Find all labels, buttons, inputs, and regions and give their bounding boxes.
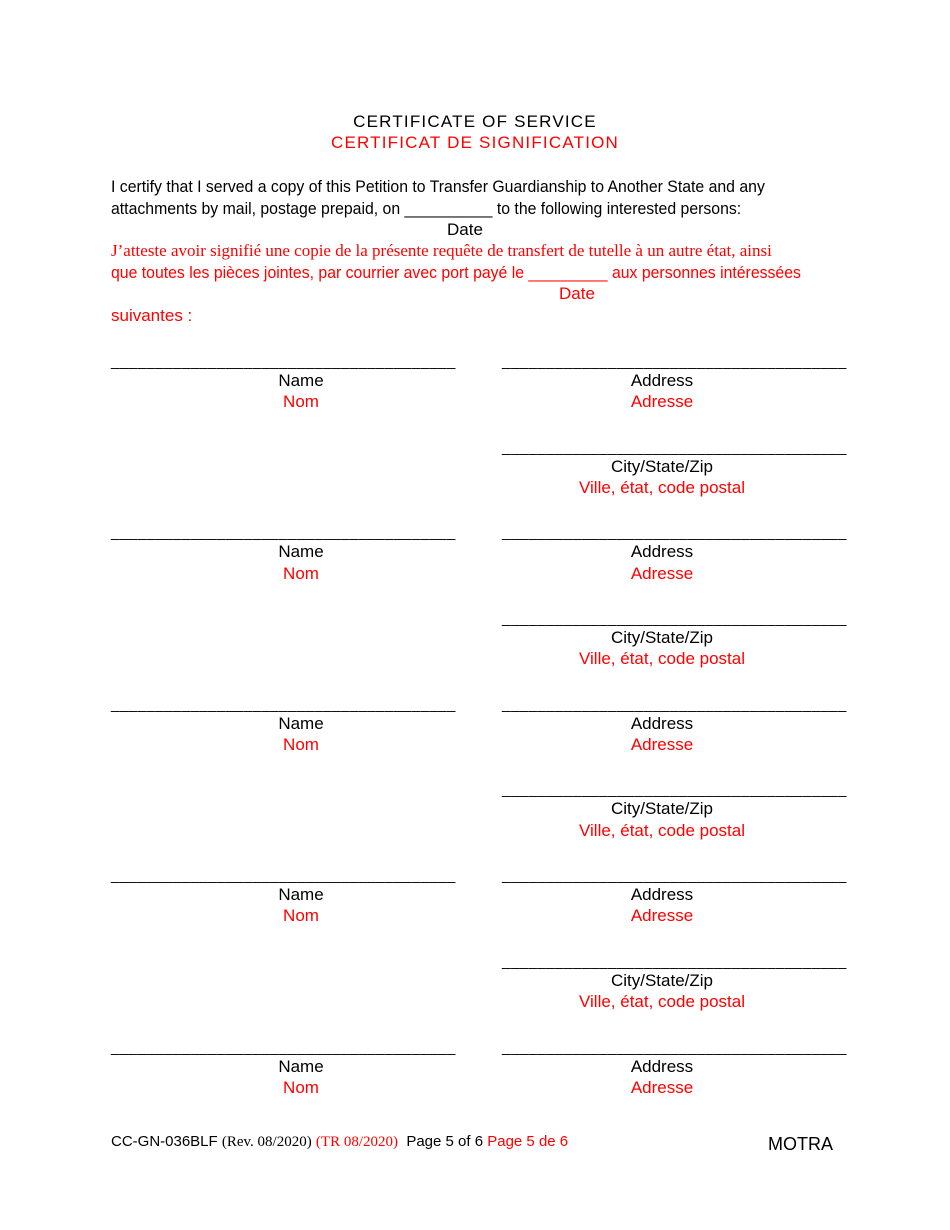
form-id: CC-GN-036BLF [111, 1133, 218, 1150]
name-label-french: Nom [283, 392, 319, 411]
title-english: CERTIFICATE OF SERVICE [353, 112, 597, 131]
city-label-french: Ville, état, code postal [578, 821, 745, 840]
name-line-5[interactable]: _______________________________________ [111, 1039, 456, 1056]
translation-date: (TR 08/2020) [315, 1134, 398, 1150]
address-label-french: Adresse [630, 564, 694, 583]
address-label-french: Adresse [630, 735, 694, 754]
city-line-3[interactable]: _______________________________________ [502, 781, 847, 798]
name-label-french: Nom [283, 1078, 319, 1097]
date-label-english: Date [447, 220, 483, 239]
address-line-4[interactable]: _______________________________________ [502, 867, 847, 884]
name-line-3[interactable]: _______________________________________ [111, 696, 456, 713]
city-label-french: Ville, état, code postal [578, 649, 745, 668]
address-line-5[interactable]: _______________________________________ [502, 1039, 847, 1056]
city-line-1[interactable]: _______________________________________ [502, 439, 847, 456]
footer [111, 1133, 568, 1151]
page-number: Page 5 of 6 [406, 1133, 484, 1150]
revision-date: (Rev. 08/2020) [221, 1134, 312, 1150]
address-label: Address [630, 371, 694, 390]
certify-statement-french-line3: suivantes : [111, 306, 193, 325]
address-label-french: Adresse [630, 1078, 694, 1097]
name-line-4[interactable]: _______________________________________ [111, 867, 456, 884]
city-line-4[interactable]: _______________________________________ [502, 953, 847, 970]
certify-statement-french-line2: que toutes les pièces jointes, par courrier avec port payé le _________ aux personnes intéressées [111, 263, 801, 282]
name-label: Name [278, 542, 324, 561]
name-label: Name [278, 371, 324, 390]
address-line-3[interactable]: _______________________________________ [502, 696, 847, 713]
certify-statement-english: I certify that I served a copy of this Petition to Transfer Guardianship to Another State and any attachments by mail, postage prepaid, on __________ to the following interested persons: [111, 177, 765, 218]
city-label-french: Ville, état, code postal [578, 478, 745, 497]
city-label-french: Ville, état, code postal [578, 992, 745, 1011]
name-label: Name [278, 885, 324, 904]
city-label: City/State/Zip [610, 799, 714, 818]
city-label: City/State/Zip [610, 971, 714, 990]
title-french: CERTIFICAT DE SIGNIFICATION [330, 133, 620, 152]
city-label: City/State/Zip [610, 628, 714, 647]
address-line-1[interactable]: _______________________________________ [502, 353, 847, 370]
name-label-french: Nom [283, 564, 319, 583]
city-label: City/State/Zip [610, 457, 714, 476]
date-label-french: Date [559, 284, 595, 303]
address-label: Address [630, 542, 694, 561]
name-line-2[interactable]: _______________________________________ [111, 524, 456, 541]
city-line-2[interactable]: _______________________________________ [502, 610, 847, 627]
name-label: Name [278, 714, 324, 733]
name-line-1[interactable]: _______________________________________ [111, 353, 456, 370]
page-number-french: Page 5 de 6 [487, 1133, 569, 1150]
motra-label: MOTRA [768, 1134, 833, 1154]
address-label: Address [630, 714, 694, 733]
address-label: Address [630, 1057, 694, 1076]
certify-statement-french-line1: J’atteste avoir signifié une copie de la présente requête de transfert de tutelle à un autre état, ainsi [111, 241, 772, 260]
address-line-2[interactable]: _______________________________________ [502, 524, 847, 541]
name-label-french: Nom [283, 906, 319, 925]
name-label: Name [278, 1057, 324, 1076]
address-label-french: Adresse [630, 392, 694, 411]
address-label: Address [630, 885, 694, 904]
name-label-french: Nom [283, 735, 319, 754]
address-label-french: Adresse [630, 906, 694, 925]
